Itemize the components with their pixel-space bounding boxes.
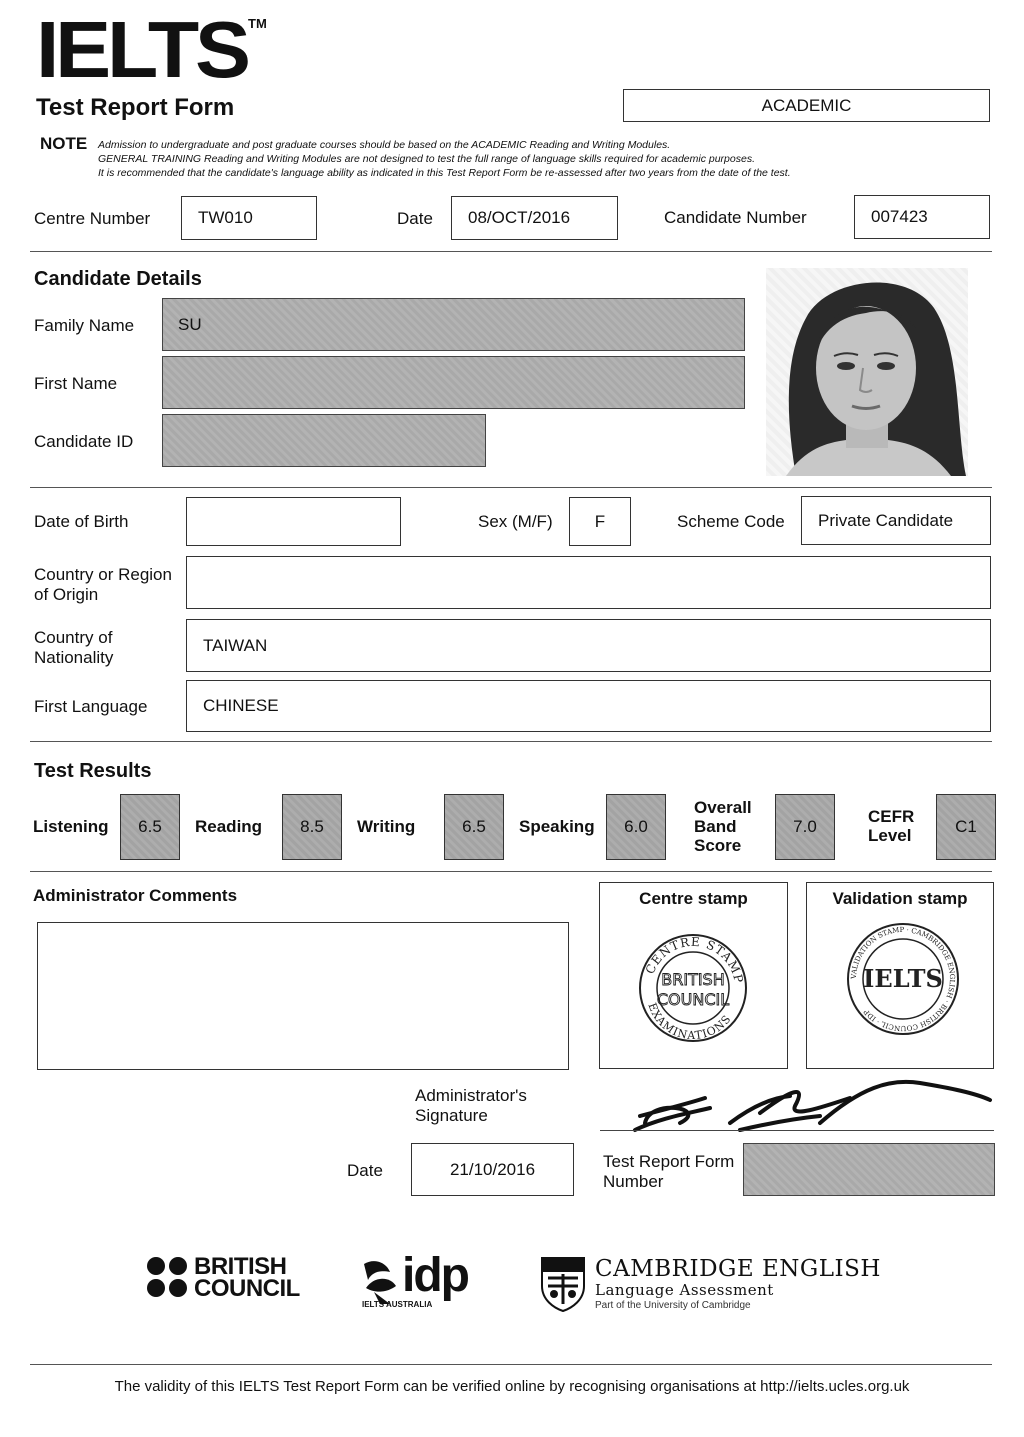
overall-label-line-2: Band	[694, 817, 737, 836]
nationality-label	[34, 628, 113, 668]
candidate-photo	[766, 268, 968, 476]
signature-line	[600, 1130, 994, 1131]
candidate-number-value: 007423	[871, 207, 928, 226]
centre-number-box	[181, 196, 317, 240]
family-name-label: Family Name	[34, 316, 135, 335]
origin-label-line-1: Country or Region	[34, 565, 172, 584]
test-results-heading: Test Results	[34, 760, 152, 782]
issue-date-value: 21/10/2016	[449, 1159, 536, 1179]
issue-date-label: Date	[347, 1161, 383, 1180]
centre-number-label: Centre Number	[34, 209, 151, 228]
scheme-code-value: Private Candidate	[818, 510, 954, 530]
nationality-label-line-2: Nationality	[34, 648, 114, 667]
footer-verification-text: The validity of this IELTS Test Report Form can be verified online by recognising organisations at http://ielts.ucles.org.uk	[114, 1378, 910, 1395]
divider	[30, 251, 992, 252]
administrator-signature	[620, 1068, 1000, 1138]
note-line-3: It is recommended that the candidate's language ability as indicated in this Test Report Form be re-assessed after two years from the date of the test.	[98, 167, 791, 179]
admin-comments-label: Administrator Comments	[33, 886, 238, 905]
candidate-portrait	[766, 268, 968, 476]
scheme-code-label: Scheme Code	[677, 512, 785, 531]
nationality-value: TAIWAN	[203, 635, 268, 655]
trf-number-label	[603, 1152, 734, 1192]
note-line-2: GENERAL TRAINING Reading and Writing Modules are not designed to test the full range of language skills required for academic purposes.	[98, 153, 755, 165]
overall-label-line-3: Score	[694, 836, 742, 855]
centre-stamp-ring-bottom: EXAMINATIONS	[645, 1001, 734, 1043]
british-council-line-2: COUNCIL	[194, 1275, 300, 1302]
signature-label-line-1: Administrator's	[415, 1086, 527, 1105]
module-box	[623, 89, 990, 122]
signature-label-line-2: Signature	[415, 1106, 488, 1125]
family-name-value: SU	[178, 314, 202, 334]
candidate-details-heading: Candidate Details	[34, 268, 202, 290]
first-language-label: First Language	[34, 697, 148, 716]
note-label: NOTE	[40, 134, 88, 153]
centre-stamp-line-1: BRITISH	[661, 970, 725, 989]
divider	[30, 741, 992, 742]
overall-label-line-1: Overall	[694, 798, 752, 817]
module-value: ACADEMIC	[761, 95, 852, 115]
form-title: Test Report Form	[36, 94, 235, 121]
nationality-box	[186, 619, 991, 672]
cambridge-line-2: Language Assessment	[595, 1281, 774, 1299]
sex-label: Sex (M/F)	[478, 512, 553, 531]
candidate-number-label: Candidate Number	[664, 208, 807, 227]
sex-box	[569, 497, 631, 546]
nationality-label-line-1: Country of	[34, 628, 113, 647]
validation-stamp-ring: VALIDATION STAMP · CAMBRIDGE ENGLISH · BRITISH COUNCIL · IDP	[849, 925, 957, 1033]
writing-label: Writing	[357, 817, 416, 836]
divider	[30, 871, 992, 872]
trf-number-redacted	[743, 1143, 995, 1196]
centre-stamp-line-2: COUNCIL	[656, 990, 730, 1009]
family-name-field	[162, 298, 745, 351]
centre-stamp-box	[599, 882, 788, 1069]
speaking-score: 6.0	[606, 794, 666, 860]
cefr-label-line-1: CEFR	[868, 807, 915, 826]
note-text	[98, 138, 958, 180]
divider	[30, 487, 992, 488]
idp-logo	[360, 1249, 480, 1314]
note-line-1: Admission to undergraduate and post graduate courses should be based on the ACADEMIC Reading and Writing Modules.	[98, 139, 671, 151]
first-language-box	[186, 680, 991, 732]
date-label: Date	[397, 209, 433, 228]
british-council-dots-icon	[146, 1256, 190, 1300]
centre-number-value: TW010	[198, 208, 253, 227]
test-date-box	[451, 196, 618, 240]
first-language-value: CHINESE	[203, 696, 279, 715]
dob-box	[186, 497, 401, 546]
candidate-id-redacted	[162, 414, 486, 467]
origin-label	[34, 565, 172, 605]
centre-stamp-label: Centre stamp	[639, 889, 748, 908]
cefr-level-label	[868, 807, 914, 845]
first-name-redacted	[162, 356, 745, 409]
overall-band-label	[694, 798, 752, 855]
candidate-id-label: Candidate ID	[34, 432, 134, 451]
idp-mark-icon	[360, 1258, 400, 1306]
idp-wordmark: idp	[402, 1249, 468, 1302]
british-council-line-1: BRITISH	[194, 1253, 287, 1280]
speaking-label: Speaking	[519, 817, 595, 836]
idp-subtitle: IELTS AUSTRALIA	[362, 1300, 433, 1309]
overall-band-score: 7.0	[775, 794, 835, 860]
cefr-label-line-2: Level	[868, 826, 912, 845]
origin-label-line-2: of Origin	[34, 585, 99, 604]
writing-score: 6.5	[444, 794, 504, 860]
validation-stamp-center: IELTS	[863, 964, 943, 993]
origin-box	[186, 556, 991, 609]
cambridge-line-1: CAMBRIDGE ENGLISH	[595, 1256, 881, 1282]
sex-value: F	[594, 511, 606, 531]
validation-stamp-box	[806, 882, 994, 1069]
first-name-label: First Name	[34, 374, 118, 393]
cambridge-shield-icon	[540, 1256, 586, 1312]
scheme-code-box	[801, 496, 991, 545]
trf-label-line-2: Number	[603, 1172, 664, 1191]
trf-label-line-1: Test Report Form	[603, 1152, 735, 1171]
cefr-level-score: C1	[936, 794, 996, 860]
reading-label: Reading	[195, 817, 263, 836]
signature-label	[415, 1086, 527, 1126]
candidate-number-box	[854, 195, 990, 239]
ielts-validation-stamp	[843, 919, 963, 1039]
centre-stamp-ring-top: CENTRE STAMP	[642, 934, 746, 985]
listening-score: 6.5	[120, 794, 180, 860]
validation-stamp-label: Validation stamp	[832, 889, 968, 908]
listening-label: Listening	[33, 817, 109, 836]
cambridge-line-3: Part of the University of Cambridge	[595, 1300, 751, 1311]
reading-score: 8.5	[282, 794, 342, 860]
british-council-stamp	[633, 933, 753, 1043]
test-date-value: 08/OCT/2016	[468, 208, 571, 227]
dob-label: Date of Birth	[34, 512, 129, 531]
trademark-mark: TM	[248, 16, 267, 31]
admin-comments-box	[37, 922, 569, 1070]
divider	[30, 1364, 992, 1365]
issue-date-box	[411, 1143, 574, 1196]
ielts-logo: IELTS	[36, 5, 247, 94]
